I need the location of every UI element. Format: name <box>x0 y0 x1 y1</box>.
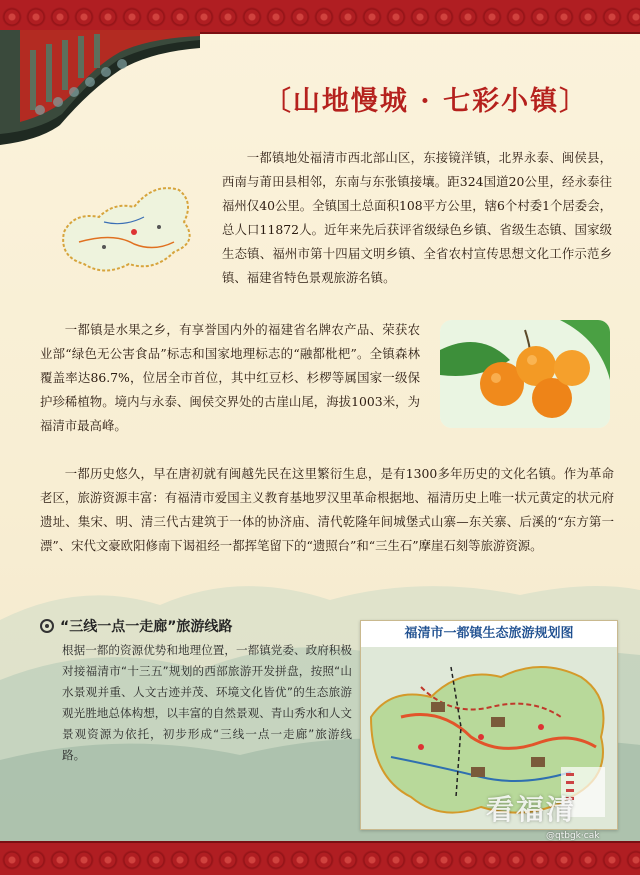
roof-eave-decoration <box>0 30 200 145</box>
route-heading <box>40 614 300 638</box>
route-heading-text: “三线一点一走廊”旅游线路 <box>60 619 233 635</box>
route-paragraph: 根据一都的资源优势和地理位置，一都镇党委、政府积极对接福清市“十三五”规划的西部旅游开发拼盘，按照“山水景观并重、人文古迹并茂、环境文化皆优”的生态旅游观光胜地总体构想，以丰富的自然景观、青山秀水和人文景观资源为依托，初步形成“三线一点一走廊”旅游线路。 <box>62 643 352 762</box>
bottom-border-band <box>0 841 640 875</box>
location-map-thumbnail <box>44 172 204 284</box>
loquat-photo <box>440 320 610 428</box>
top-border-band <box>0 0 640 34</box>
watermark-handle: @qtbgk·cak <box>546 831 600 841</box>
watermark-logo: 看福清 <box>486 793 577 826</box>
history-paragraph: 一都历史悠久，早在唐初就有闽越先民在这里繁衍生息，是有1300多年历史的文化名镇。作为革命老区，旅游资源丰富：有福清市爱国主义教育基地罗汉里革命根据地、福清历史上唯一状元黄定的状元府遗址、集宋、明、清三代古建筑于一体的协济庙、清代乾隆年间城堡式山寨—东关寨、后溪的“东方第一漂”、宋代文豪欧阳修南下谒祖经一都挥笔留下的“遗照台”和“三生石”摩崖石刻等旅游资源。 <box>40 466 614 553</box>
intro-paragraph: 一都镇地处福清市西北部山区，东接镜洋镇，北界永泰、闽侯县，西南与莆田县相邻，东南与东张镇接壤。距324国道20公里，经永泰往福州仅40公里。全镇国土总面积108平方公里，辖6个村委1个居委会，总人口11872人。近年来先后获评省级绿色乡镇、省级生态镇、国家级生态镇、福州市第十四届文明乡镇、全省农村宣传思想文化工作示范乡镇、福建省特色景观旅游名镇。 <box>222 150 612 285</box>
fruit-paragraph: 一都镇是水果之乡，有享誉国内外的福建省名牌农产品、荣获农业部“绿色无公害食品”标志和国家地理标志的“融都枇杷”。全镇森林覆盖率达86.7%，位居全市首位，其中红豆杉、杉椤等属国家一级保护珍稀植物。境内与永泰、闽侯交界处的古崖山尾，海拔1003米，为福清市最高峰。 <box>40 322 420 433</box>
page-title: 〔山地慢城 · 七彩小镇〕 <box>263 86 589 117</box>
circle-bullet-icon <box>40 619 54 633</box>
planning-map-title: 福清市一都镇生态旅游规划图 <box>361 621 617 647</box>
